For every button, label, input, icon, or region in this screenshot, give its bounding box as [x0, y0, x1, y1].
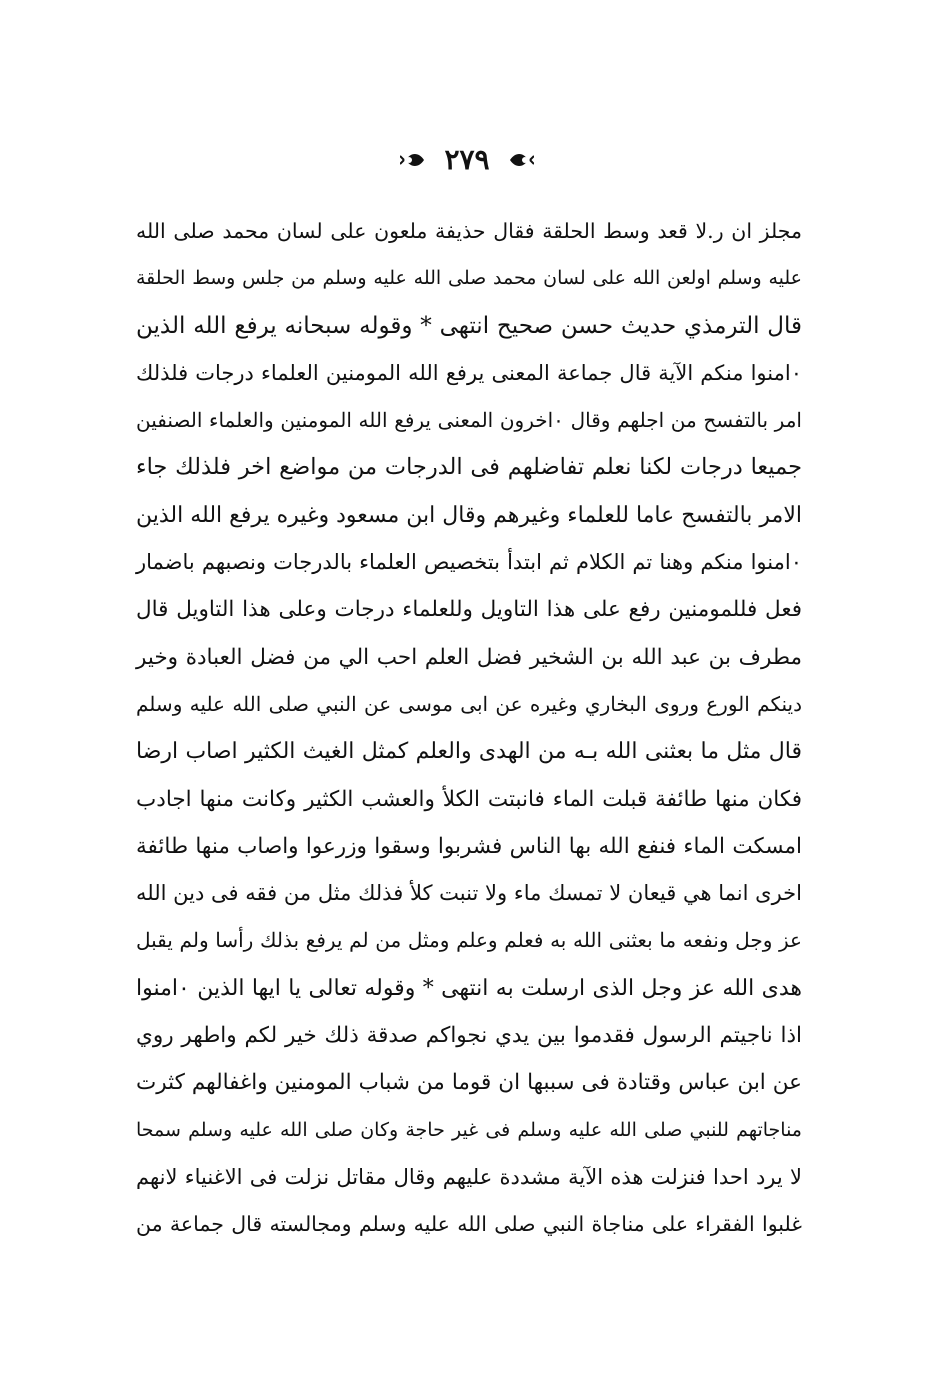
text-line: مناجاتهم للنبي صلى الله عليه وسلم فى غير حاجة وكان صلى الله عليه وسلم سمحا: [136, 1118, 802, 1141]
text-line: قال مثل ما بعثنى الله بـه من الهدى والعلم كمثل الغيث الكثير اصاب ارضا: [136, 739, 802, 765]
text-line: دينكم الورع وروى البخاري وغيره عن ابى موسى عن النبي صلى الله عليه وسلم: [136, 691, 802, 716]
text-line: فعل فللمومنين رفع على هذا التاويل وللعلماء درجات وعلى هذا التاويل قال: [136, 597, 802, 623]
text-line: مجلز ان ر.لا قعد وسط الحلقة فقال حذيفة ملعون على لسان محمد صلى الله: [136, 219, 802, 243]
page-number: ٢٧٩: [444, 143, 490, 176]
text-line: قال الترمذي حديث حسن صحيح انتهى * وقوله سبحانه يرفع الله الذين: [136, 312, 802, 339]
text-line: ٠امنوا منكم وهنا تم الكلام ثم ابتدأ بتخصيص العلماء بالدرجات ونصبهم باضمار: [136, 550, 802, 575]
text-line: ٠امنوا منكم الآية قال جماعة المعنى يرفع الله المومنين العلماء درجات فلذلك: [136, 360, 802, 385]
text-line: امسكت الماء فنفع الله بها الناس فشربوا وسقوا وزرعوا واصاب منها طائفة: [136, 833, 802, 859]
text-line: لا يرد احدا فنزلت هذه الآية مشددة عليهم وقال مقاتل نزلت فى الاغنياء لانهم: [136, 1164, 802, 1189]
text-line: اخرى انما هي قيعان لا تمسك ماء ولا تنبت كلأ فذلك مثل من فقه فى دين الله: [136, 881, 802, 906]
body-text: [136, 208, 802, 1249]
text-line: عز وجل ونفعه ما بعثنى الله به فعلم وعلم ومثل من لم يرفع بذلك رأسا ولم يقبل: [136, 928, 802, 953]
text-line: عن ابن عباس وقتادة فى سببها ان قوما من شباب المومنين واغفالهم كثرت: [136, 1070, 802, 1096]
ornament-right-icon: [504, 145, 534, 175]
text-line: مطرف بن عبد الله بن الشخير فضل العلم احب الي من فضل العبادة وخير: [136, 644, 802, 670]
text-line: اذا ناجيتم الرسول فقدموا بين يدي نجواكم صدقة ذلك خير لكم واطهر روي: [136, 1023, 802, 1049]
text-line: هدى الله عز وجل الذى ارسلت به انتهى * وقوله تعالى يا ايها الذين ٠امنوا: [136, 975, 802, 1001]
page-header: [0, 138, 934, 182]
text-line: امر بالتفسح من اجلهم وقال ٠اخرون المعنى يرفع الله المومنين والعلماء الصنفين: [136, 408, 802, 433]
text-line: فكان منها طائفة قبلت الماء فانبتت الكلأ والعشب الكثير وكانت منها اجادب: [136, 786, 802, 812]
text-line: الامر بالتفسح عاما للعلماء وغيرهم وقال ابن مسعود وغيره يرفع الله الذين: [136, 502, 802, 528]
text-line: غلبوا الفقراء على مناجاة النبي صلى الله عليه وسلم ومجالسته قال جماعة من: [136, 1212, 802, 1237]
text-line: عليه وسلم اولعن الله على لسان محمد صلى الله عليه وسلم من جلس وسط الحلقة: [136, 267, 802, 290]
text-line: جميعا درجات لكنا نعلم تفاضلهم فى الدرجات من مواضع اخر فلذلك جاء: [136, 454, 802, 481]
ornament-left-icon: [400, 145, 430, 175]
